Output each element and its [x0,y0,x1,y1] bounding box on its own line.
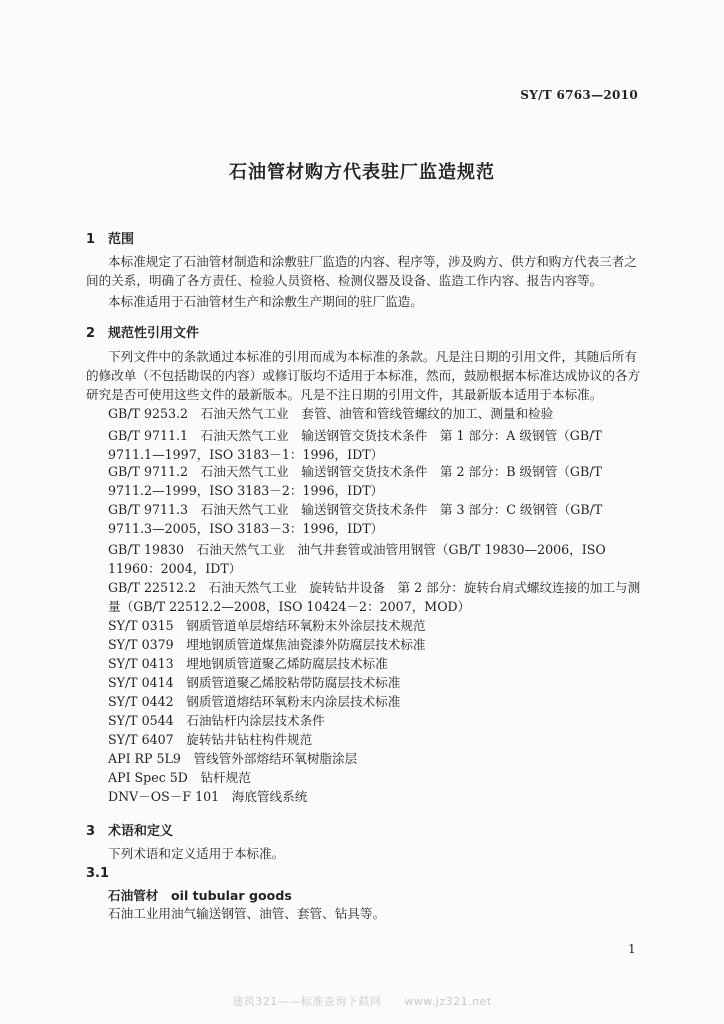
standard-number: SY/T 6763—2010 [520,88,638,102]
reference-item: GB/T 9711.2 石油天然气工业 输送钢管交货技术条件 第 2 部分：B 级钢管（GB/T 9711.2—1999，ISO 3183－2：1996，IDT） [108,464,602,498]
section-1-heading: 1 范围 [86,232,135,247]
reference-item: GB/T 19830 石油天然气工业 油气井套管或油管用钢管（GB/T 19830—2006，ISO 11960：2004，IDT） [108,542,606,576]
reference-item: GB/T 22512.2 石油天然气工业 旋转钻井设备 第 2 部分：旋转台肩式螺纹连接的加工与测量（GB/T 22512.2—2008，ISO 10424－2：2007，MOD） [108,580,641,614]
reference-item: API RP 5L9 管线管外部熔结环氧树脂涂层 [108,751,358,766]
term-name: 石油管材 oil tubular goods [108,888,292,903]
reference-item: GB/T 9711.3 石油天然气工业 输送钢管交货技术条件 第 3 部分：C 级钢管（GB/T 9711.3—2005，ISO 3183－3：1996，IDT） [108,502,603,536]
reference-item: GB/T 9711.1 石油天然气工业 输送钢管交货技术条件 第 1 部分：A 级钢管（GB/T 9711.1—1997，ISO 3183－1：1996，IDT） [108,428,602,462]
page-title: 石油管材购方代表驻厂监造规范 [229,162,495,183]
reference-item: SY/T 0315 钢质管道单层熔结环氧粉末外涂层技术规范 [108,618,426,633]
term-number: 3.1 [86,866,110,881]
reference-item: SY/T 6407 旋转钻井钻柱构件规范 [108,732,313,747]
section-2-intro: 下列文件中的条款通过本标准的引用而成为本标准的条款。凡是注日期的引用文件，其随后所有的修改单（不包括勘误的内容）或修订版均不适用于本标准，然而，鼓励根据本标准达成协议的各方研究是否可使用这些文件的最新版本。凡是不注日期的引用文件，其最新版本适用于本标准。 [86,349,641,402]
reference-item: SY/T 0379 埋地钢质管道煤焦油瓷漆外防腐层技术标准 [108,637,426,652]
section-1-paragraph-1: 本标准规定了石油管材制造和涂敷驻厂监造的内容、程序等，涉及购方、供方和购方代表三者之间的关系，明确了各方责任、检验人员资格、检测仪器及设备、监造工作内容、报告内容等。 [86,254,637,288]
section-1-paragraph-2: 本标准适用于石油管材生产和涂敷生产期间的驻厂监造。 [108,294,423,309]
section-2-heading: 2 规范性引用文件 [86,326,200,341]
reference-item: SY/T 0442 钢质管道熔结环氧粉末内涂层技术标准 [108,694,401,709]
page-number: 1 [628,942,636,956]
term-definition: 石油工业用油气输送钢管、油管、套管、钻具等。 [108,906,386,921]
watermark-footer: 建筑321——标准查询下载网 www.jz321.net [232,995,492,1008]
reference-item: API Spec 5D 钻杆规范 [108,770,251,785]
reference-item: SY/T 0544 石油钻杆内涂层技术条件 [108,713,325,728]
reference-item: DNV－OS－F 101 海底管线系统 [108,789,308,804]
section-3-heading: 3 术语和定义 [86,824,174,839]
reference-item: GB/T 9253.2 石油天然气工业 套管、油管和管线管螺纹的加工、测量和检验 [108,406,554,421]
reference-item: SY/T 0413 埋地钢质管道聚乙烯防腐层技术标准 [108,656,388,671]
section-3-intro: 下列术语和定义适用于本标准。 [108,846,285,861]
reference-item: SY/T 0414 钢质管道聚乙烯胶粘带防腐层技术标准 [108,675,401,690]
